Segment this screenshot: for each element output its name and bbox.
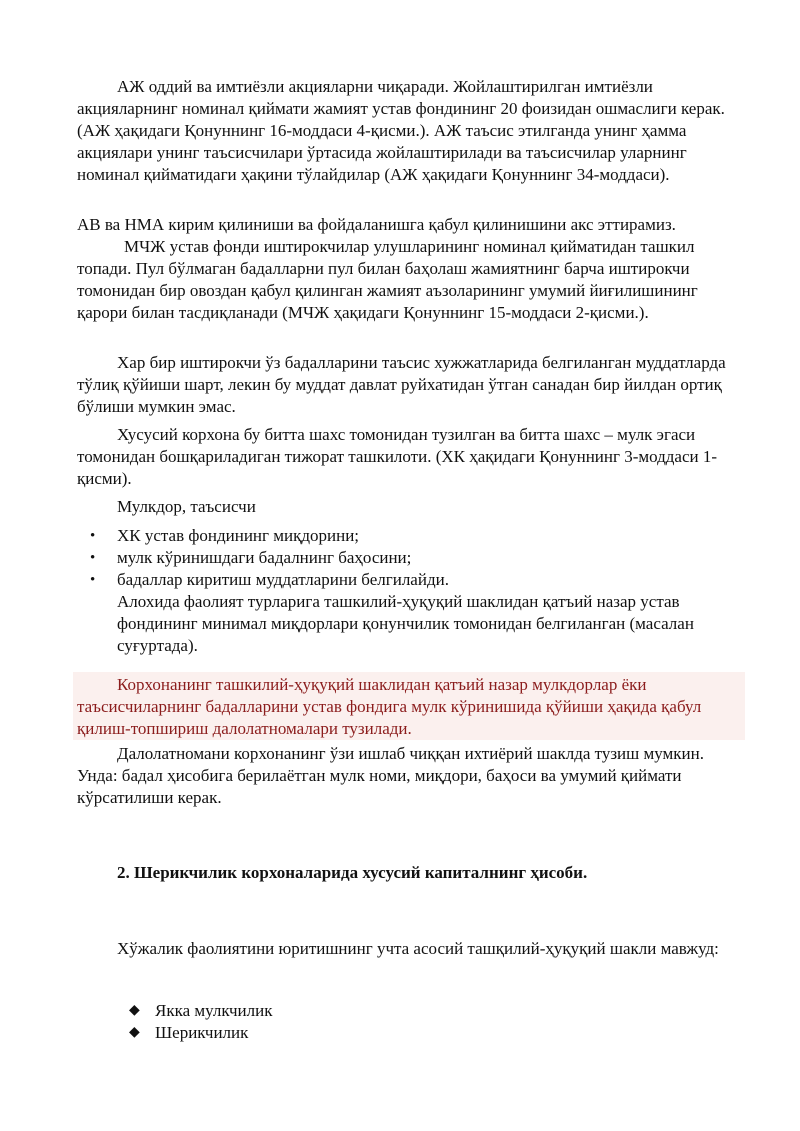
owner-duties-list bbox=[90, 525, 743, 591]
list-item-text: мулк кўринишдаги бадалнинг баҳосини; bbox=[117, 548, 412, 567]
paragraph-llc-charter-fund: МЧЖ устав фонди иштирокчилар улушларининг номинал қийматидан ташкил топади. Пул бўлмаган бадалларни пул билан баҳолаш жамиятнинг барча иштирокчи томонидан бир овоздан қабул қилинган жамият аъзоларининг умумий йиғилишининг қарори билан тасдиқланади (МЧЖ ҳақидаги Қонуннинг 15-моддаси 2-қисми.). bbox=[77, 237, 698, 322]
list-item bbox=[90, 525, 743, 547]
paragraph-act-form: Далолатномани корхонанинг ўзи ишлаб чиққан ихтиёрий шаклда тузиш мумкин. Унда: бадал ҳисобига берилаётган мулк номи, миқдори, баҳоси ва умумий қиймати кўрсатилиши керак. bbox=[77, 744, 704, 807]
bullet-icon: • bbox=[90, 528, 96, 544]
list-item bbox=[129, 1000, 555, 1022]
list-item bbox=[90, 547, 743, 569]
list-item bbox=[129, 1022, 555, 1044]
paragraph-joint-stock-shares: АЖ оддий ва имтиёзли акцияларни чиқаради. Жойлаштирилган имтиёзли акцияларнинг номинал қиймати жамият устав фондининг 20 фоизидан ошмаслиги керак. (АЖ ҳақидаги Қонуннинг 16-моддаси 4-қисми.). АЖ таъсис этилганда унинг ҳамма акциялари унинг таъсисчилари ўртасида жойлаштирилади ва таъсисчилар уларнинг номинал қийматидаги ҳақини тўлайдилар (АЖ ҳақидаги Қонуннинг 34-моддаси). bbox=[77, 77, 725, 184]
business-forms-list bbox=[129, 1000, 555, 1044]
bullet-icon: • bbox=[90, 572, 96, 588]
list-item-text: Шерикчилик bbox=[155, 1023, 249, 1042]
paragraph-participant-contributions: Хар бир иштирокчи ўз бадалларини таъсис хужжатларида белгиланган муддатларда тўлиқ қўйиши шарт, лекин бу муддат давлат руйхатидан ўтган санадан бир йилдан ортиқ бўлиши мумкин эмас. bbox=[77, 353, 726, 416]
list-item-text: ХК устав фондининг миқдорини; bbox=[117, 526, 360, 545]
paragraph-fixed-assets-note: АВ ва НМА кирим қилиниши ва фойдаланишга қабул қилинишини акс эттирамиз. bbox=[77, 215, 676, 234]
paragraph-owner-founder: Мулкдор, таъсисчи bbox=[117, 497, 256, 516]
paragraph-business-forms-intro: Хўжалик фаолиятини юритишнинг учта асосий ташқилий-ҳуқуқий шакли мавжуд: bbox=[117, 939, 719, 958]
list-item-text: Якка мулкчилик bbox=[155, 1001, 273, 1020]
section-heading: 2. Шерикчилик корхоналарида хусусий капиталнинг ҳисоби. bbox=[117, 863, 588, 882]
paragraph-minimum-charter-fund: Алохида фаолият турларига ташкилий-ҳуқуқий шаклидан қатъий назар устав фондининг минимал миқдорлари қонунчилик томонидан белгиланган (масалан суғуртада). bbox=[117, 592, 694, 655]
bullet-icon: • bbox=[90, 550, 96, 566]
paragraph-highlighted-acceptance-acts: Корхонанинг ташкилий-ҳуқуқий шаклидан қатъий назар мулкдорлар ёки таъсисчиларнинг бадалларини устав фондига мулк кўринишида қўйиши ҳақида қабул қилиш-топшириш далолатномалари тузилади. bbox=[77, 675, 702, 738]
list-item-text: бадаллар киритиш муддатларини белгилайди. bbox=[117, 570, 449, 589]
diamond-bullet-icon: ◆ bbox=[129, 1003, 140, 1018]
list-item bbox=[90, 569, 743, 591]
diamond-bullet-icon: ◆ bbox=[129, 1025, 140, 1040]
paragraph-private-enterprise: Хусусий корхона бу битта шахс томонидан тузилган ва битта шахс – мулк эгаси томонидан бошқариладиган тижорат ташкилоти. (ХК ҳақидаги Қонуннинг 3-моддаси 1-қисми). bbox=[77, 425, 718, 488]
